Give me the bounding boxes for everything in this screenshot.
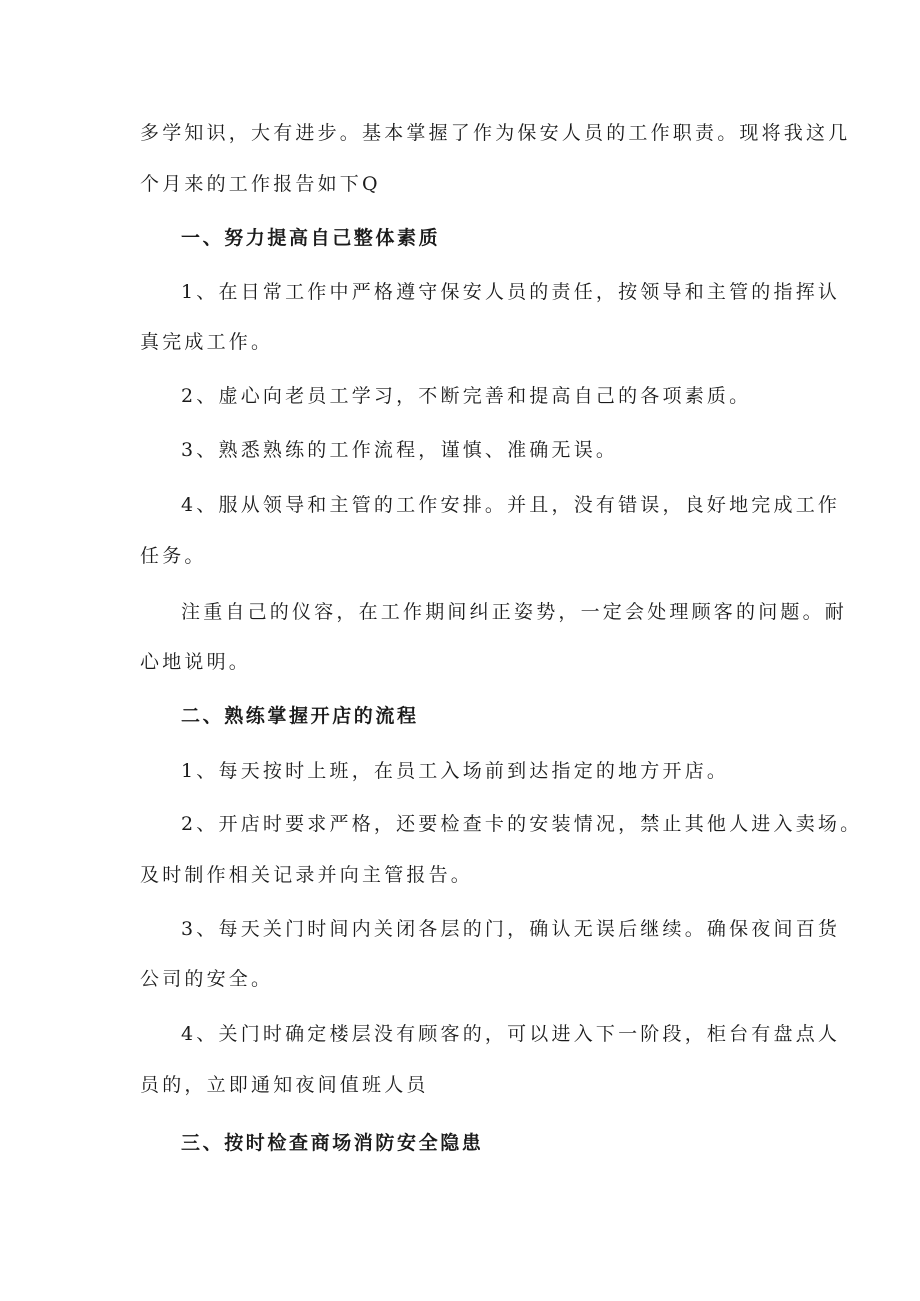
section-1-heading: 一、努力提高自己整体素质 — [181, 227, 441, 249]
section-1-item-2: 2、虚心向老员工学习，不断完善和提高自己的各项素质。 — [181, 385, 752, 407]
section-1-item-1-line-2: 真完成工作。 — [140, 331, 274, 353]
section-1-note-line-1: 注重自己的仪容，在工作期间纠正姿势，一定会处理顾客的问题。耐 — [181, 601, 848, 623]
section-1-item-4-line-1: 4、服从领导和主管的工作安排。并且，没有错误，良好地完成工作 — [181, 494, 841, 516]
section-2-item-4-line-1: 4、关门时确定楼层没有顾客的，可以进入下一阶段，柜台有盘点人 — [181, 1023, 841, 1045]
section-2-item-3-line-1: 3、每天关门时间内关闭各层的门，确认无误后继续。确保夜间百货 — [181, 918, 841, 940]
section-3-heading: 三、按时检查商场消防安全隐患 — [181, 1132, 484, 1154]
section-2-item-2-line-1: 2、开店时要求严格，还要检查卡的安装情况，禁止其他人进入卖场。 — [181, 813, 863, 835]
section-2-heading: 二、熟练掌握开店的流程 — [181, 705, 419, 727]
section-1-item-4-line-2: 任务。 — [140, 545, 207, 567]
section-2-item-1: 1、每天按时上班，在员工入场前到达指定的地方开店。 — [181, 760, 730, 782]
section-2-item-3-line-2: 公司的安全。 — [140, 968, 274, 990]
section-1-note-line-2: 心地说明。 — [140, 651, 252, 673]
intro-paragraph-line-2: 个月来的工作报告如下Q — [140, 173, 381, 195]
section-1-item-3: 3、熟悉熟练的工作流程，谨慎、准确无误。 — [181, 439, 619, 461]
section-2-item-4-line-2: 员的，立即通知夜间值班人员 — [140, 1074, 429, 1096]
intro-paragraph-line-1: 多学知识，大有进步。基本掌握了作为保安人员的工作职责。现将我这几 — [140, 122, 851, 144]
section-1-item-1-line-1: 1、在日常工作中严格遵守保安人员的责任，按领导和主管的指挥认 — [181, 281, 841, 303]
section-2-item-2-line-2: 及时制作相关记录并向主管报告。 — [140, 864, 474, 886]
